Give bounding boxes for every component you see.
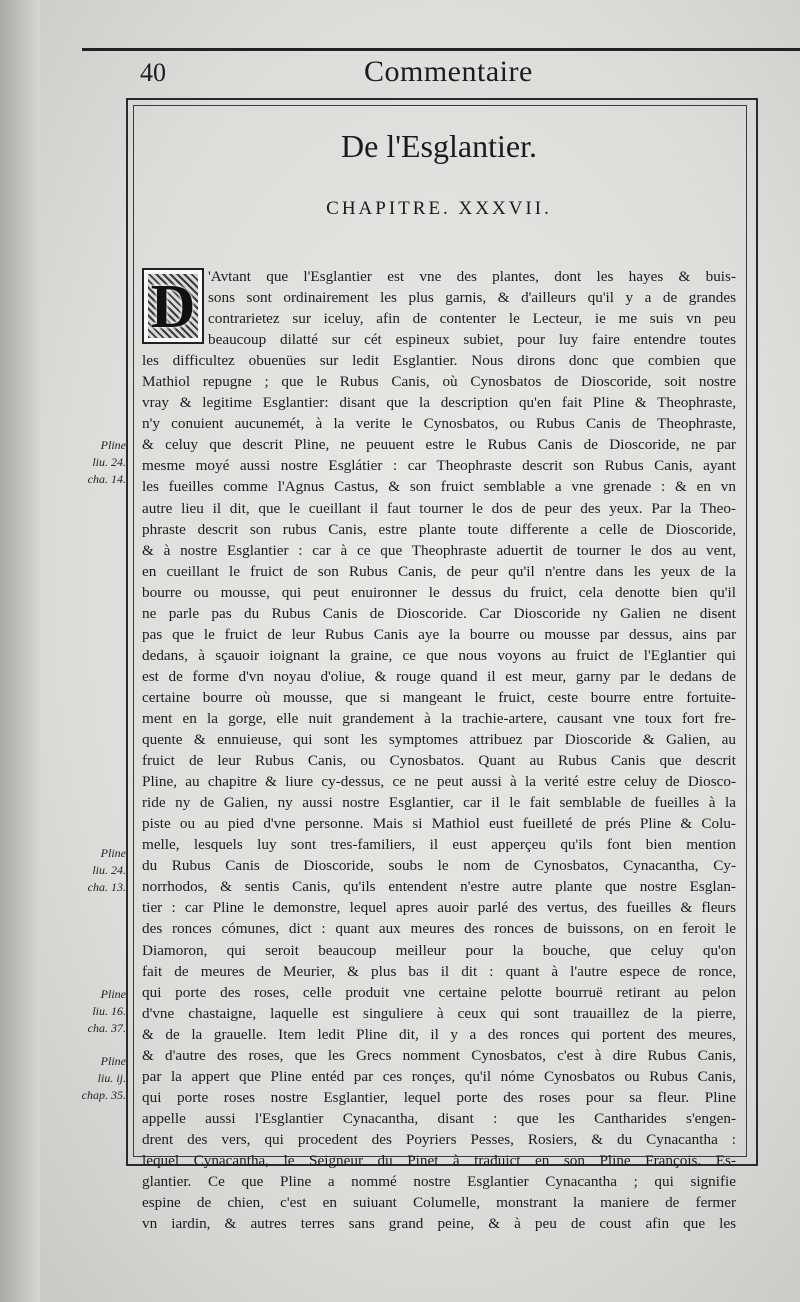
margin-note-line: Pline — [100, 987, 126, 1001]
body-line: Mathiol repugne ; que le Rubus Canis, où Cynosbatos de Dioscoride, soit nostre — [142, 373, 736, 391]
body-line: qui porte des roses, celle produit vne certaine pelotte bourruë retirant au pelon — [142, 983, 736, 1001]
body-line: appelle aussi l'Esglantier Cynacantha, disant : que les Cantharides s'engen- — [142, 1109, 736, 1127]
body-line: des ronces cómunes, dict : quant aux meures des ronces de buissons, on en feroit le — [142, 920, 736, 938]
margin-note-line: Pline — [100, 846, 126, 860]
body-line: quente & ennuieuse, qui sont les symptomes attribuez par Dioscoride & Galien, au — [142, 731, 736, 749]
margin-note — [78, 845, 126, 896]
margin-note-line: liu. 24. — [92, 863, 126, 877]
page-number: 40 — [140, 58, 166, 87]
body-line: & celuy que descrit Pline, ne peuuent estre le Rubus Canis de Dioscoride, ne par — [142, 436, 736, 454]
drop-cap-letter: D — [150, 273, 196, 341]
margin-note — [78, 437, 126, 488]
body-line: ne parle pas du Rubus Canis de Dioscoride. Car Dioscoride ny Galien ne disent — [142, 604, 736, 622]
body-line: Diamoron, qui seroit beaucoup meilleur pour la bouche, que celuy qu'on — [142, 941, 736, 959]
body-line: les fueilles comme l'Agnus Castus, & son fruict semblable a vne grenade : & en vn — [142, 478, 736, 496]
margin-note-line: liu. ij. — [97, 1071, 126, 1085]
body-line: 'Avtant que l'Esglantier est vne des plantes, dont les hayes & buis- — [208, 268, 736, 285]
body-line: qui porte roses nostre Esglantier, lequel porte des roses pour sa fleur. Pline — [142, 1088, 736, 1106]
body-line: ride ny de Galien, ny aussi nostre Esglantier, car il le fait semblable de fueilles à la — [142, 794, 736, 812]
margin-note-line: cha. 37. — [87, 1021, 126, 1035]
running-title: Commentaire — [364, 55, 533, 88]
body-line: norrhodos, & sentis Canis, qu'ils entendent n'estre autre plante que nostre Esglan- — [142, 878, 736, 896]
body-line: autre lieu il dit, que le cueillant il faut tourner le dos de peur des yeux. Par la Theo- — [142, 499, 736, 517]
body-line: du Rubus Canis de Dioscoride, soubs le nom de Cynosbatos, Cynacantha, Cy- — [142, 857, 736, 875]
section-title: De l'Esglantier. — [341, 128, 537, 164]
body-line: beaucoup dilatté sur cét espineux subiet, pour luy faire entendre toutes — [208, 331, 736, 349]
body-line: ment en la gorge, elle nuit grandement à la trachie-artere, causant vne toux fort fre- — [142, 709, 736, 727]
margin-note — [78, 986, 126, 1037]
margin-note-line: chap. 35. — [81, 1088, 126, 1102]
body-line: dedans, à sçauoir ioignant la graine, ce que nous voyons au fruict de l'Eglantier qui — [142, 646, 736, 664]
margin-note-line: liu. 16. — [92, 1004, 126, 1018]
body-line: & de la grauelle. Item ledit Pline dit, il y a des ronces qui portent des meures, — [142, 1025, 736, 1043]
margin-note-line: liu. 24. — [92, 455, 126, 469]
body-line: vray & legitime Esglantier: disant que la description qu'en fait Pline & Theophraste, — [142, 394, 736, 412]
header-rule — [82, 48, 800, 51]
body-line: sons sont ordinairement les plus garnis, & d'ailleurs qu'il y a de grandes — [208, 289, 736, 307]
body-line: contrarietez sur iceluy, afin de contenter le Lecteur, ie me suis vn peu — [208, 310, 736, 328]
body-line: n'y conuient aucunemét, à la verite le Cynosbatos, ou Rubus Canis de Theophraste, — [142, 415, 736, 433]
margin-note — [78, 1053, 126, 1104]
body-line: glantier. Ce que Pline a nommé nostre Esglantier Cynacantha ; qui signifie — [142, 1173, 736, 1191]
body-line: en cueillant le fruict de son Rubus Canis, de peur qu'il n'entre dans les yeux de la — [142, 562, 736, 580]
body-line: les difficultez obuenües sur ledit Esglantier. Nous dirons donc que combien que — [142, 352, 736, 370]
body-line: melle, lesquels luy sont tres-familiers, il eust apperçeu qu'ils font bien mention — [142, 836, 736, 854]
body-line: lequel Cynacantha, le Seigneur du Pinet à traduict en son Pline François. Es- — [142, 1151, 736, 1169]
body-line: & d'autre des roses, que les Grecs nomment Cynosbatos, c'est à dire Rubus Canis, — [142, 1046, 736, 1064]
body-line: fait de meures de Meurier, & plus bas il dit : quant à l'autre espece de ronce, — [142, 962, 736, 980]
margin-note-line: Pline — [100, 438, 126, 452]
body-line: phraste descrit son rubus Canis, estre plante toute differente a celle de Dioscoride, — [142, 520, 736, 538]
margin-note-line: cha. 13. — [87, 880, 126, 894]
chapter-heading: CHAPITRE. XXXVII. — [326, 198, 552, 219]
body-line: Pline, au chapitre & liure cy-dessus, ce ne peut aussi à la verité estre celuy de Diosco- — [142, 773, 736, 791]
body-line: par la appert que Pline entéd par ces ronçes, qu'il nóme Cynosbatos ou Rubus Canis, — [142, 1067, 736, 1085]
margin-note-line: Pline — [100, 1054, 126, 1068]
body-line: espine de chien, c'est en suiuant Columelle, monstrant la maniere de fermer — [142, 1194, 736, 1212]
body-line: est de forme d'vn noyau d'oliue, & rouge quand il est meur, garny par le dedans de — [142, 667, 736, 685]
body-line: certaine bourre où mousse, que si mangeant le fruict, ceste bourre entre fortuite- — [142, 688, 736, 706]
body-line: drent des vers, qui procedent des Poyriers Pesses, Rosiers, & du Cynacantha : — [142, 1130, 736, 1148]
body-line: vn iardin, & autres terres sans grand peine, & à peu de coust afin que les — [142, 1215, 736, 1233]
body-line: pas que le fruict de leur Rubus Canis aye la bourre ou mousse par dessus, ains par — [142, 625, 736, 643]
body-line: tier : car Pline le demonstre, lequel apres auoir parlé des vertus, des fueilles & fleurs — [142, 899, 736, 917]
body-line: fruict de leur Rubus Canis, ou Cynosbatos. Quant au Rubus Canis que descrit — [142, 752, 736, 770]
body-line: d'vne chastaigne, laquelle est singuliere à ceux qui sont trauaillez de la pierre, — [142, 1004, 736, 1022]
margin-note-line: cha. 14. — [87, 472, 126, 486]
page-gutter-shadow — [0, 0, 40, 1302]
body-text — [142, 266, 736, 1234]
body-line: & à nostre Esglantier : car à ce que Theophraste aduertit de tourner le dos au vent, — [142, 541, 736, 559]
body-line: bourre ou mousse, qui peut enuironner le dessus du fruict, cela denotte bien qu'il — [142, 583, 736, 601]
body-line: piste ou au pied d'vne personne. Mais si Mathiol eust fueilleté de prés Pline & Colu- — [142, 815, 736, 833]
body-line: mesme moyé aussi nostre Esglátier : car Theophraste descrit son Rubus Canis, ayant — [142, 457, 736, 475]
